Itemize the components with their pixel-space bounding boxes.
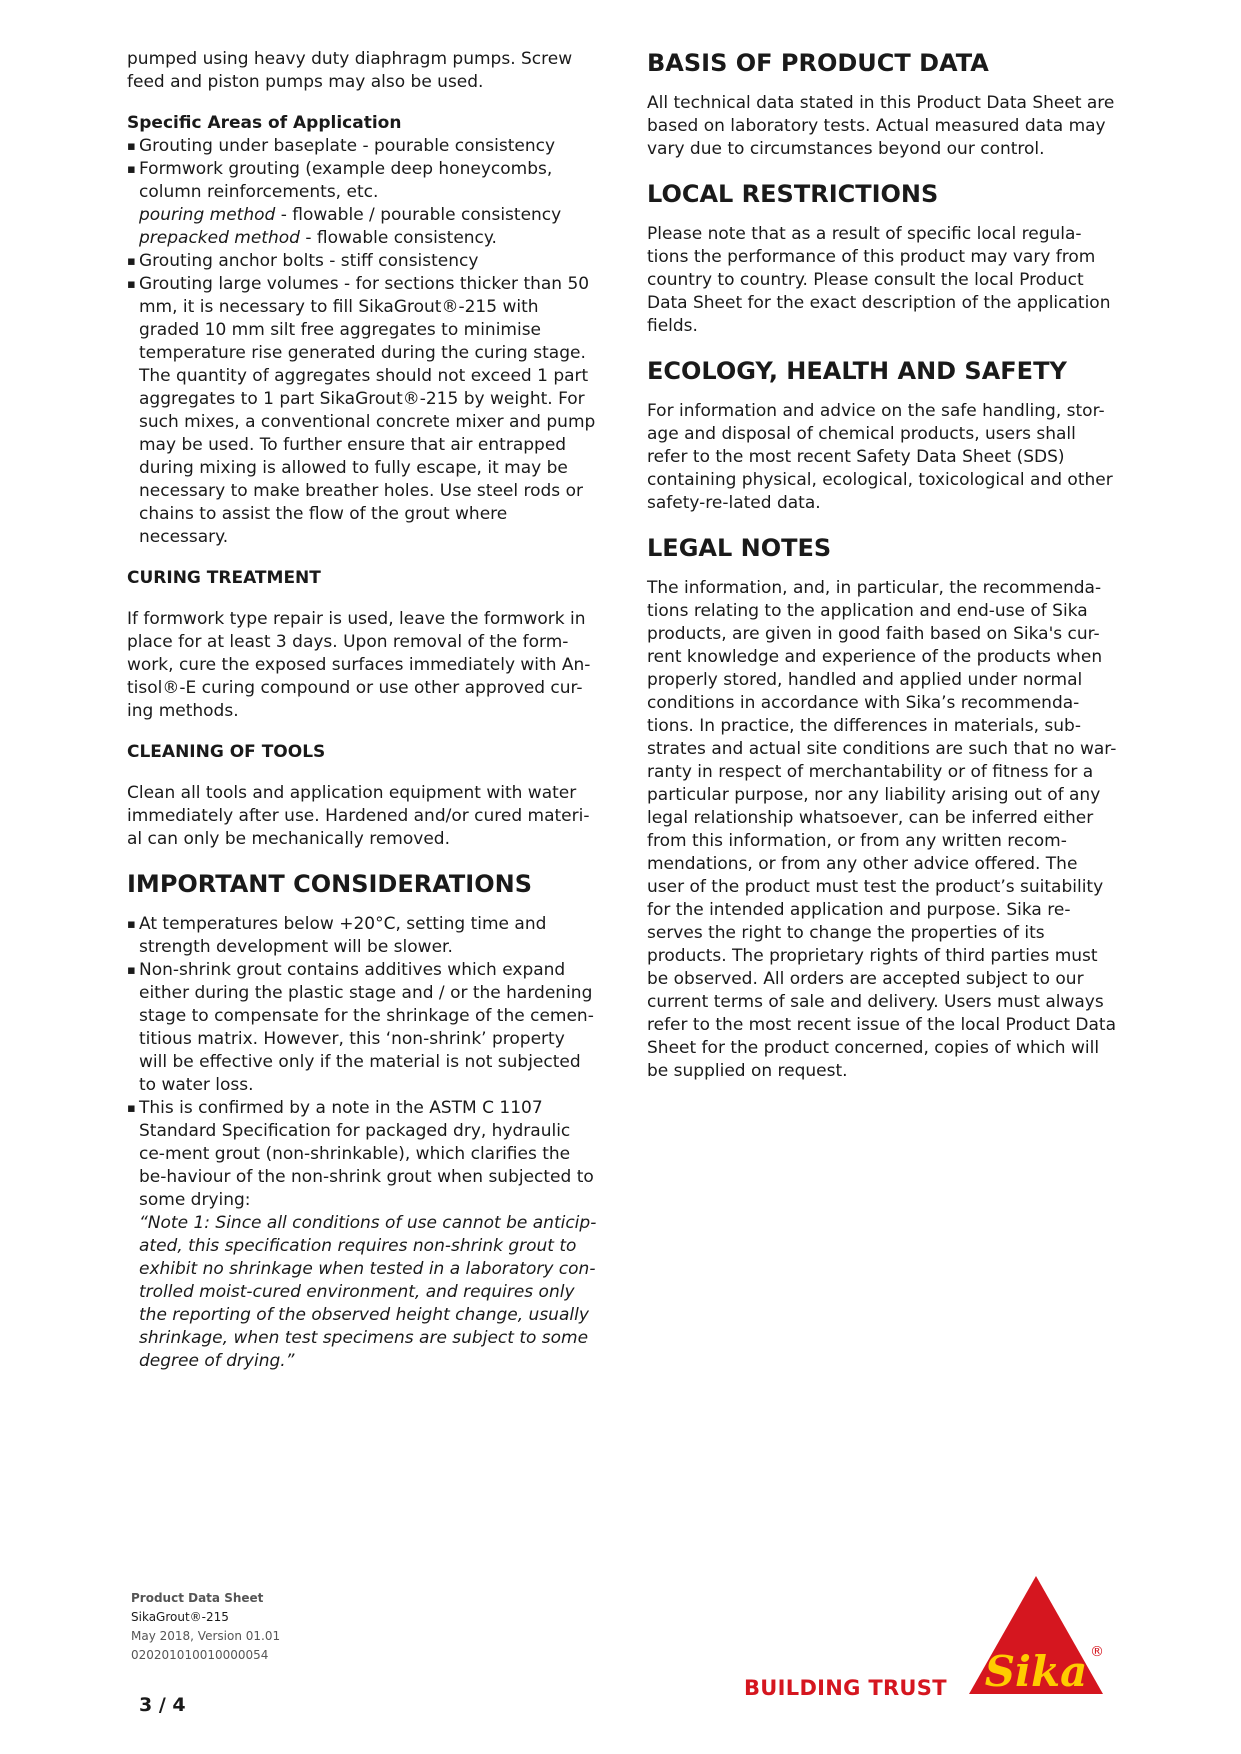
prepacked-method-label: prepacked method — [139, 228, 300, 248]
cleaning-text: Clean all tools and application equipment with water immediately after use. Hardened and/or cured materi-al can only be mechanically removed. — [127, 783, 590, 849]
footer-code: 020201010010000054 — [131, 1648, 269, 1662]
list-item — [127, 1097, 597, 1373]
important-heading: IMPORTANT CONSIDERATIONS — [127, 870, 532, 898]
list-item: ▪ Grouting large volumes - for sections thicker than 50 mm, it is necessary to fill SikaGrout®-215 with graded 10 mm silt free aggregates to minimise temperature rise generated during the curing stage. The quantity of aggregates should not exceed 1 part aggregates to 1 part SikaGrout®-215 by weight. For such mixes, a conventional concrete mixer and pump may be used. To further ensure that air entrapped during mixing is allowed to fully escape, it may be necessary to make breather holes. Use steel rods or chains to assist the flow of the grout where necessary. — [127, 273, 597, 549]
building-trust-tagline: BUILDING TRUST — [744, 1676, 947, 1700]
specific-areas-heading: Specific Areas of Application — [127, 113, 402, 133]
application-list — [127, 135, 597, 549]
pouring-method-label: pouring method — [139, 205, 276, 225]
astm-note: “Note 1: Since all conditions of use cannot be anticip-ated, this specification requires non-shrink grout to exhibit no shrinkage when tested in a laboratory con-trolled moist-cured environment, and requires only the reporting of the observed height change, usually shrinkage, when test specimens are subject to some degree of drying.” — [139, 1213, 597, 1371]
ecology-heading: ECOLOGY, HEALTH AND SAFETY — [647, 357, 1067, 385]
footer-info — [131, 1589, 280, 1665]
cleaning-heading: CLEANING OF TOOLS — [127, 742, 326, 762]
legal-notes-text: The information, and, in particular, the recommenda-tions relating to the application and end-use of Sika products, are given in good faith based on Sika's cur-rent knowledge and experience of the products when properly stored, handled and applied under normal conditions in accordance with Sika’s recommenda-tions. In practice, the differences in materials, sub-strates and actual site conditions are such that no war-ranty in respect of merchantability or of fitness for a particular purpose, nor any liability arising out of any legal relationship whatsoever, can be inferred either from this information, or from any written recom-mendations, or from any other advice offered. The user of the product must test the product’s suitability for the intended application and purpose. Sika re-serves the right to change the properties of its products. The proprietary rights of third parties must be observed. All orders are accepted subject to our current terms of sale and delivery. Users must always refer to the most recent issue of the local Product Data Sheet for the product concerned, copies of which will be supplied on request. — [647, 578, 1117, 1081]
local-restrictions-text: Please note that as a result of specific local regula-tions the performance of this product may vary from country to country. Please consult the local Product Data Sheet for the exact description of the application fields. — [647, 224, 1111, 336]
logo-text: Sika — [984, 1647, 1088, 1696]
prepacked-method-desc: - flowable consistency. — [299, 228, 497, 248]
list-item: ▪ Grouting under baseplate - pourable consistency — [127, 135, 597, 158]
right-column — [647, 48, 1117, 1101]
left-column — [127, 48, 597, 1391]
ecology-text: For information and advice on the safe handling, stor-age and disposal of chemical products, users shall refer to the most recent Safety Data Sheet (SDS) containing physical, ecological, toxicological and other safety-re-lated data. — [647, 401, 1113, 513]
local-restrictions-heading: LOCAL RESTRICTIONS — [647, 180, 939, 208]
important-list — [127, 913, 597, 1373]
list-item: ▪ At temperatures below +20°C, setting time and strength development will be slower. — [127, 913, 597, 959]
registered-mark: ® — [1090, 1644, 1104, 1660]
footer-title: Product Data Sheet — [131, 1591, 264, 1605]
list-item — [127, 158, 597, 250]
footer-product: SikaGrout®-215 — [131, 1610, 229, 1624]
curing-heading: CURING TREATMENT — [127, 568, 321, 588]
footer-version: May 2018, Version 01.01 — [131, 1629, 281, 1643]
intro-paragraph: pumped using heavy duty diaphragm pumps. Screw feed and piston pumps may also be used. — [127, 49, 573, 92]
pouring-method-desc: - flowable / pourable consistency — [275, 205, 562, 225]
page-number: 3 / 4 — [139, 1694, 186, 1716]
legal-notes-heading: LEGAL NOTES — [647, 534, 832, 562]
list-item-text: This is confirmed by a note in the ASTM C 1107 Standard Specification for packaged dry, hydraulic ce-ment grout (non-shrinkable), which clarifies the be-haviour of the non-shrink grout when subjected to some drying: — [139, 1098, 594, 1210]
curing-text: If formwork type repair is used, leave the formwork in place for at least 3 days. Upon removal of the form-work, cure the exposed surfaces immediately with An-tisol®-E curing compound or use other approved cur-ing methods. — [127, 609, 591, 721]
basis-heading: BASIS OF PRODUCT DATA — [647, 49, 989, 77]
list-item: ▪ Non-shrink grout contains additives which expand either during the plastic stage and / or the hardening stage to compensate for the shrinkage of the cemen-titious matrix. However, this ‘non-shrink’ property will be effective only if the material is not subjected to water loss. — [127, 959, 597, 1097]
list-item-text: Formwork grouting (example deep honeycombs, column reinforcements, etc. — [139, 159, 553, 202]
list-item: ▪ Grouting anchor bolts - stiff consistency — [127, 250, 597, 273]
sika-logo-icon — [966, 1574, 1106, 1698]
basis-text: All technical data stated in this Product Data Sheet are based on laboratory tests. Actual measured data may vary due to circumstances beyond our control. — [647, 93, 1115, 159]
